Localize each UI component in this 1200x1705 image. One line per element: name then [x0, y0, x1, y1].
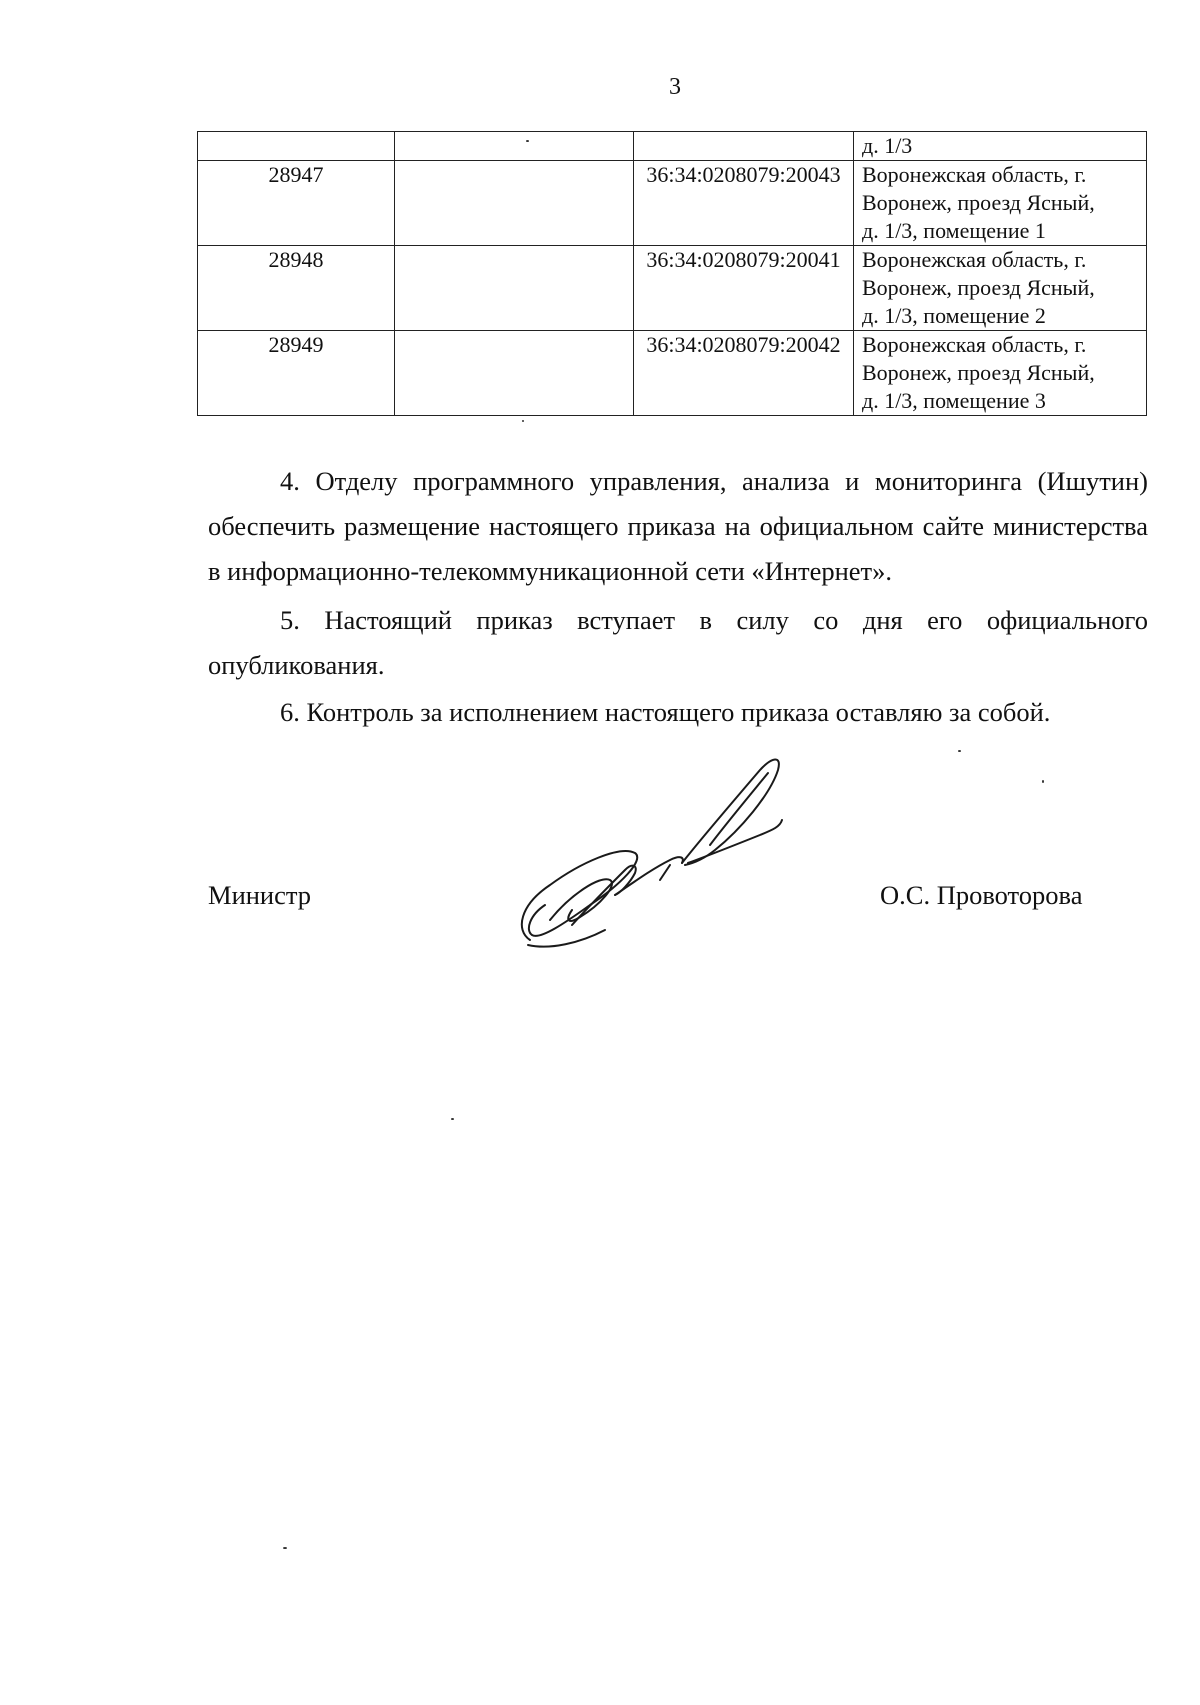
address-line: Воронеж, проезд Ясный,: [862, 360, 1095, 385]
cadastral-number-cell: 36:34:0208079:20042: [634, 331, 854, 416]
cadastral-number-cell: 36:34:0208079:20041: [634, 246, 854, 331]
signatory-name: О.С. Провоторова: [880, 880, 1083, 910]
address-cell: [854, 246, 1147, 331]
address-line: д. 1/3: [862, 133, 913, 158]
cadastral-number-cell: 36:34:0208079:20043: [634, 161, 854, 246]
scan-speck: [1042, 780, 1044, 783]
paragraph-4: 4. Отделу программного управления, анализа и мониторинга (Ишутин) обеспечить размещение настоящего приказа на официальном сайте министерства в информационно-телекоммуникационной сети «Интернет».: [208, 466, 1148, 586]
signatory-role: Министр: [208, 880, 312, 910]
table-row: [198, 161, 1147, 246]
address-line: Воронежская область, г.: [862, 332, 1087, 357]
address-cell: [854, 161, 1147, 246]
page-number: 3: [669, 74, 681, 100]
table-row: [198, 331, 1147, 416]
address-line: д. 1/3, помещение 3: [862, 388, 1046, 413]
table-row: [198, 246, 1147, 331]
row-number-cell: 28949: [198, 331, 395, 416]
address-cell: [854, 331, 1147, 416]
address-line: д. 1/3, помещение 1: [862, 218, 1046, 243]
empty-cell: [395, 161, 634, 246]
scan-speck: [526, 140, 529, 142]
address-line: Воронеж, проезд Ясный,: [862, 275, 1095, 300]
row-number-cell: [198, 132, 395, 161]
paragraph-6: 6. Контроль за исполнением настоящего приказа оставляю за собой.: [280, 697, 1051, 727]
cadastral-number-cell: [634, 132, 854, 161]
table-row: [198, 132, 1147, 161]
address-line: д. 1/3, помещение 2: [862, 303, 1046, 328]
empty-cell: [395, 246, 634, 331]
scan-speck: [451, 1118, 454, 1120]
empty-cell: [395, 132, 634, 161]
address-line: Воронеж, проезд Ясный,: [862, 190, 1095, 215]
address-line: Воронежская область, г.: [862, 162, 1087, 187]
registry-table: [197, 131, 1147, 416]
scan-speck: [283, 1547, 287, 1549]
handwritten-signature: [510, 745, 810, 955]
paragraph-5: 5. Настоящий приказ вступает в силу со дня его официального опубликования.: [208, 605, 1148, 680]
address-cell: [854, 132, 1147, 161]
empty-cell: [395, 331, 634, 416]
address-line: Воронежская область, г.: [862, 247, 1087, 272]
scan-speck: [958, 750, 961, 752]
scan-speck: [522, 420, 524, 422]
row-number-cell: 28947: [198, 161, 395, 246]
row-number-cell: 28948: [198, 246, 395, 331]
